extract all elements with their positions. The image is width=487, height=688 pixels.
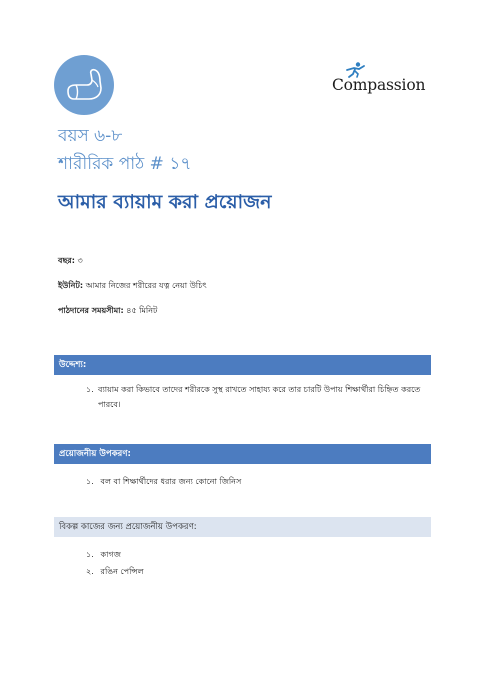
- meta-year-label: বছর:: [58, 256, 75, 265]
- meta-year: [58, 255, 83, 268]
- lesson-number: শারীরিক পাঠ # ১৭: [58, 154, 192, 174]
- objectives-heading: উদ্দেশ্য:: [54, 355, 431, 375]
- meta-unit-value: আমার নিজের শরীরের যত্ন নেয়া উচিৎ: [85, 281, 207, 290]
- alt-materials-heading: বিকল্প কাজের জন্য প্রয়োজনীয় উপকরণ:: [54, 517, 431, 537]
- lesson-badge: [54, 55, 114, 115]
- meta-unit: [58, 280, 207, 293]
- material-text: বল বা শিক্ষার্থীদের ধরার জন্য কোনো জিনিস: [100, 477, 242, 486]
- objective-text: ব্যায়াম করা কিভাবে তাদের শরীরকে সুস্থ রাখতে সাহায্য করে তার চারটি উপায় শিক্ষার্থীরা চিহ্নিত করতে পারবে।: [98, 385, 421, 409]
- alt-material-text: রঙিন পেন্সিল: [100, 567, 144, 576]
- compassion-logo: [332, 62, 432, 98]
- lesson-title: আমার ব্যায়াম করা প্রয়োজন: [58, 191, 272, 213]
- material-item: [86, 476, 241, 489]
- meta-time-value: ৪৫ মিনিট: [126, 306, 158, 315]
- age-range: বয়স ৬-৮: [58, 126, 123, 146]
- material-number: ১.: [86, 477, 94, 486]
- meta-time-label: পাঠদানের সময়সীমা:: [58, 306, 124, 315]
- objective-item: [86, 382, 426, 412]
- flexed-arm-icon: [54, 55, 114, 115]
- meta-year-value: ৩: [77, 256, 83, 265]
- logo-text: Compassion: [332, 76, 426, 94]
- alt-material-item: [86, 549, 121, 562]
- materials-heading: প্রয়োজনীয় উপকরণ:: [54, 444, 431, 464]
- alt-material-item: [86, 566, 144, 579]
- alt-material-number: ২.: [86, 567, 94, 576]
- alt-material-number: ১.: [86, 550, 94, 559]
- meta-time: [58, 305, 157, 318]
- meta-unit-label: ইউনিট:: [58, 281, 84, 290]
- alt-material-text: কাগজ: [100, 550, 121, 559]
- objective-number: ১.: [86, 385, 94, 394]
